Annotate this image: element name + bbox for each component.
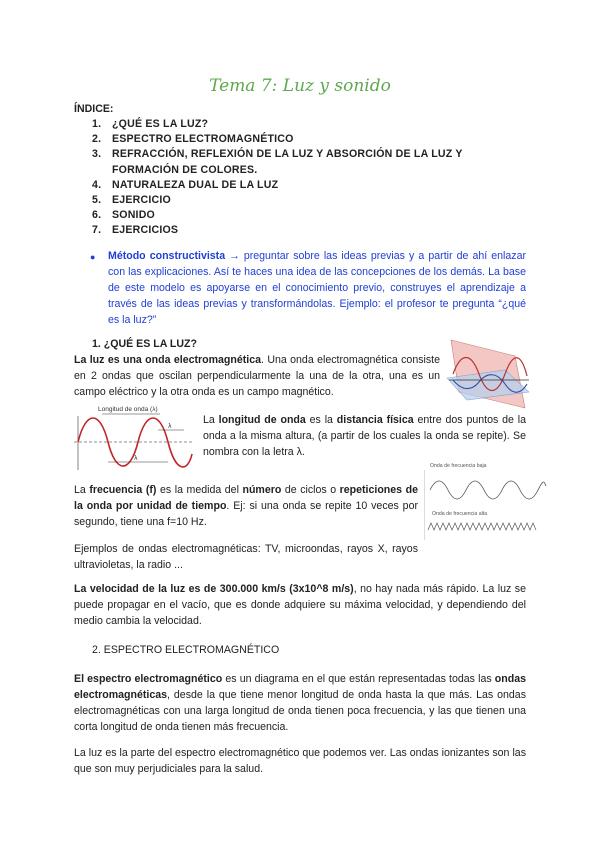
page-title: Tema 7: Luz y sonido — [209, 76, 391, 96]
index-heading: ÍNDICE: — [74, 103, 114, 115]
frequency-figure — [424, 460, 548, 544]
index-item: 5. EJERCICIO — [92, 194, 171, 207]
frequency-definition: La frecuencia (f) es la medida del número de ciclos o repeticiones de la onda por unidad de tiempo. Ej: si una onda se repite 10 veces por segundo, tiene una f=10 Hz. — [74, 484, 418, 528]
light-speed: La velocidad de la luz es de 300.000 km/s (3x10^8 m/s), no hay nada más rápido. La luz se puede propagar en el vacío, que es donde adquiere su máxima velocidad, y dependiendo del medio cambia la velocidad. — [74, 583, 526, 627]
index-item: 2. ESPECTRO ELECTROMAGNÉTICO — [92, 133, 294, 146]
lambda-upper: λ — [168, 423, 172, 430]
spectrum-definition: El espectro electromagnético es un diagrama en el que están representadas todas las ondas electromagnéticas, desde la que tiene menor longitud de onda hasta la que más. Las ondas electromagnéticas con una larga longitud de onda tienen poca frecuencia, y las que tienen una corta longitud de onda tienen más frecuencia. — [74, 673, 526, 733]
high-frequency-label: Onda de frecuencia alta — [432, 511, 488, 517]
index-list — [92, 117, 528, 239]
wavelength-definition: La longitud de onda es la distancia física entre dos puntos de la onda a la misma altura, (a partir de los cuales la onda se repite). Se nombra con la letra λ. — [203, 414, 527, 458]
em-examples: Ejemplos de ondas electromagnéticas: TV, microondas, rayos X, rayos ultravioletas, la radio ... — [74, 543, 418, 571]
low-frequency-label: Onda de frecuencia baja — [430, 463, 487, 469]
index-item-cont: FORMACIÓN DE COLORES. — [112, 163, 258, 176]
index-item: 3. REFRACCIÓN, REFLEXIÓN DE LA LUZ Y ABSORCIÓN DE LA LUZ Y — [92, 148, 463, 161]
low-frequency-wave — [430, 481, 546, 499]
bullet-icon: ● — [90, 252, 96, 262]
index-item: 4. NATURALEZA DUAL DE LA LUZ — [92, 178, 279, 191]
index-item: 1. ¿QUÉ ES LA LUZ? — [92, 118, 209, 130]
light-definition: La luz es una onda electromagnética. Una onda electromagnética consiste en 2 ondas que oscilan perpendicularmente la una de la otra, una es un campo eléctrico y la otra onda es un campo magnético. — [74, 354, 440, 398]
index-item: 6. SONIDO — [92, 209, 155, 222]
wavelength-figure — [72, 402, 196, 474]
visible-light-paragraph: La luz es la parte del espectro electromagnético que podemos ver. Las ondas ionizantes son las que son muy perjudiciales para la salud. — [74, 747, 526, 775]
index-item: 7. EJERCICIOS — [92, 224, 179, 237]
section1-heading: 1. ¿QUÉ ES LA LUZ? — [92, 338, 197, 350]
high-frequency-wave — [428, 523, 536, 530]
section2-heading: 2. ESPECTRO ELECTROMAGNÉTICO — [92, 644, 280, 656]
method-paragraph: Método constructivista → preguntar sobre las ideas previas y a partir de ahí enlazar con las explicaciones. Así te haces una idea de las concepciones de los demás. La base de este modelo es apoyarse en el conocimiento previo, construyes el aprendizaje a través de las ideas previas y transformándolas. Ejemplo: el profesor te pregunta “¿qué es la luz?” — [108, 250, 526, 326]
wavelength-label: Longitud de onda (λ) — [98, 406, 158, 413]
em-wave-figure — [445, 334, 531, 414]
lambda-lower: λ — [134, 455, 138, 462]
